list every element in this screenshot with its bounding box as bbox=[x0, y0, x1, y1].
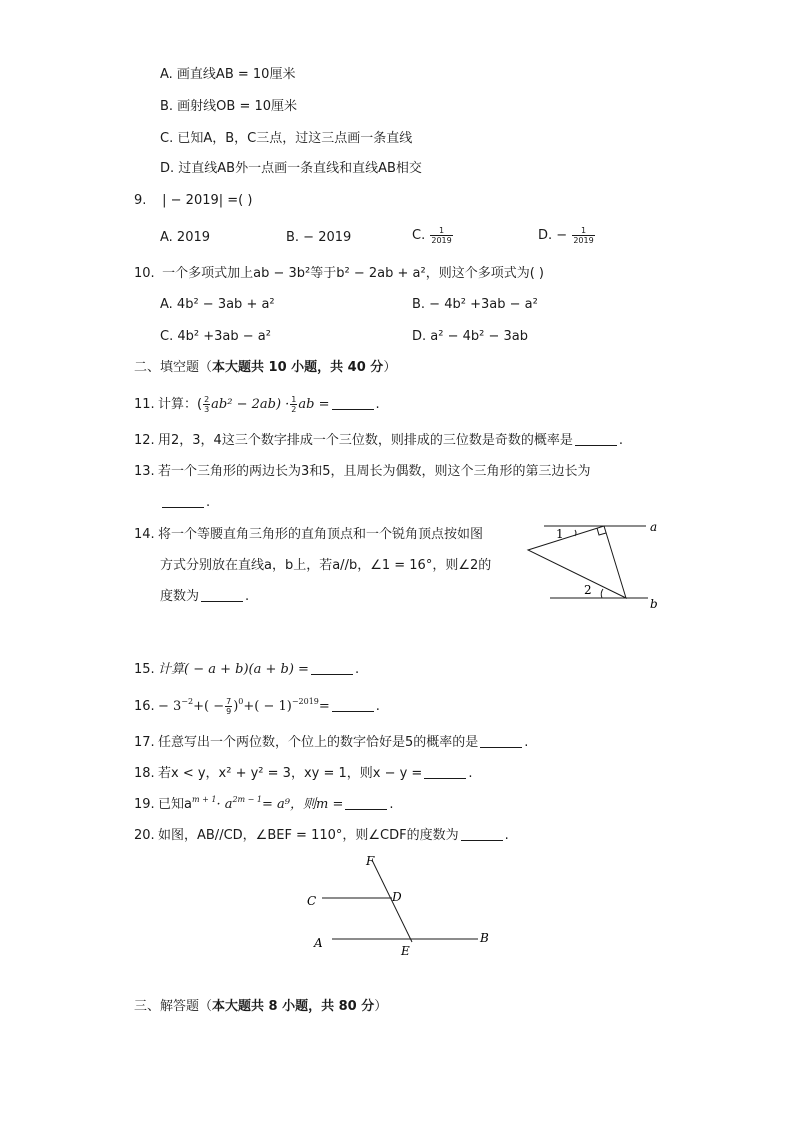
q11-answer-blank bbox=[332, 396, 374, 410]
label-d: D bbox=[392, 890, 402, 904]
q15-answer-blank bbox=[311, 661, 353, 675]
q9-stem bbox=[134, 192, 252, 210]
q10-option-a: A. 4b² − 3ab + a² bbox=[160, 297, 275, 312]
q14-figure bbox=[520, 515, 670, 615]
section-3-heading: 三、解答题（本大题共 8 小题，共 80 分） bbox=[134, 999, 388, 1014]
q17: 17. 任意写出一个两位数，个位上的数字恰好是5的概率的是 . bbox=[134, 735, 529, 750]
q16: 16. − $3^{-2}+$( − $\frac{7}{9}$ )$^0+( - 1)^{-2019}=$ . bbox=[134, 697, 380, 716]
q10-option-d: D. a² − 4b² − 3ab bbox=[412, 329, 528, 344]
q14-line-2: 方式分别放在直线a，b上，若a//b，∠1 = 16°，则∠2的 bbox=[160, 558, 492, 573]
q9-option-a: A. 2019 bbox=[160, 230, 211, 245]
q9-text: | − 2019| =( ) bbox=[162, 193, 253, 208]
q10-stem bbox=[134, 265, 544, 283]
q14-answer-blank bbox=[201, 588, 243, 602]
label-b: b bbox=[650, 597, 658, 611]
label-a: a bbox=[650, 520, 658, 534]
q10-number: 10. bbox=[134, 266, 155, 281]
q16-answer-blank bbox=[332, 698, 374, 712]
q10-text: 一个多项式加上ab − 3b²等于b² − 2ab + a²，则这个多项式为( ) bbox=[162, 266, 544, 281]
q10-option-b: B. − 4b² +3ab − a² bbox=[412, 297, 538, 312]
label-e: E bbox=[401, 944, 410, 958]
q17-answer-blank bbox=[480, 734, 522, 748]
label-a: A bbox=[314, 936, 323, 950]
q12-answer-blank bbox=[575, 432, 617, 446]
q11: 11. 计算：( $\frac{2}{3}$ ab² − 2ab) · $\frac{1}{2}$ ab = . bbox=[134, 395, 380, 414]
isosceles-right-triangle bbox=[528, 526, 626, 598]
q19-answer-blank bbox=[345, 796, 387, 810]
q9-option-c: C. $\frac{1}{2019}$ bbox=[412, 226, 452, 245]
q12: 12. 用2，3，4这三个数字排成一个三位数，则排成的三位数是奇数的概率是 . bbox=[134, 433, 623, 448]
q20-answer-blank bbox=[461, 827, 503, 841]
q18-answer-blank bbox=[424, 765, 466, 779]
q9-d-fraction: $\frac{1}{2019}$ bbox=[573, 226, 594, 245]
label-1: 1 bbox=[556, 527, 564, 541]
q13-answer-blank bbox=[162, 494, 204, 508]
q8-option-b: B. 画射线OB = 10厘米 bbox=[160, 99, 298, 114]
label-2: 2 bbox=[584, 583, 592, 597]
q20-figure bbox=[300, 850, 500, 962]
q18: 18. 若x < y，x² + y² = 3，xy = 1，则x − y = . bbox=[134, 766, 473, 781]
q19: 19. 已知$a^{m + 1}\cdot a^{2m - 1}= a^9$，则m = . bbox=[134, 795, 394, 812]
q13: 13. 若一个三角形的两边长为3和5，且周长为偶数，则这个三角形的第三边长为 bbox=[134, 464, 591, 479]
q16-fraction: $\frac{7}{9}$ bbox=[226, 697, 232, 716]
q9-option-d: D. − $\frac{1}{2019}$ bbox=[538, 226, 594, 245]
q8-option-d: D. 过直线AB外一点画一条直线和直线AB相交 bbox=[160, 161, 422, 176]
q14-line-3: 度数为 . bbox=[160, 589, 250, 604]
q8-option-c: C. 已知A，B，C三点，过这三点画一条直线 bbox=[160, 131, 413, 146]
q10-option-c: C. 4b² +3ab − a² bbox=[160, 329, 271, 344]
label-b: B bbox=[480, 931, 489, 945]
q9-option-b: B. − 2019 bbox=[286, 230, 352, 245]
label-f: F bbox=[366, 854, 375, 868]
angle-1-arc bbox=[575, 530, 576, 536]
q9-c-fraction: $\frac{1}{2019}$ bbox=[431, 226, 452, 245]
q20: 20. 如图，AB//CD，∠BEF = 110°，则∠CDF的度数为 . bbox=[134, 828, 509, 843]
q13-answer-line: . bbox=[160, 494, 210, 512]
q15: 15. 计算( − a + b)(a + b) = . bbox=[134, 662, 360, 677]
q11-fraction-2: $\frac{1}{2}$ bbox=[291, 395, 297, 414]
q11-fraction-1: $\frac{2}{3}$ bbox=[204, 395, 210, 414]
section-2-heading: 二、填空题（本大题共 10 小题，共 40 分） bbox=[134, 360, 397, 375]
angle-2-arc bbox=[601, 589, 603, 598]
q8-option-a: A. 画直线AB = 10厘米 bbox=[160, 67, 296, 82]
q9-number: 9. bbox=[134, 193, 147, 208]
q14-line-1: 14. 将一个等腰直角三角形的直角顶点和一个锐角顶点按如图 bbox=[134, 527, 484, 542]
label-c: C bbox=[307, 894, 317, 908]
